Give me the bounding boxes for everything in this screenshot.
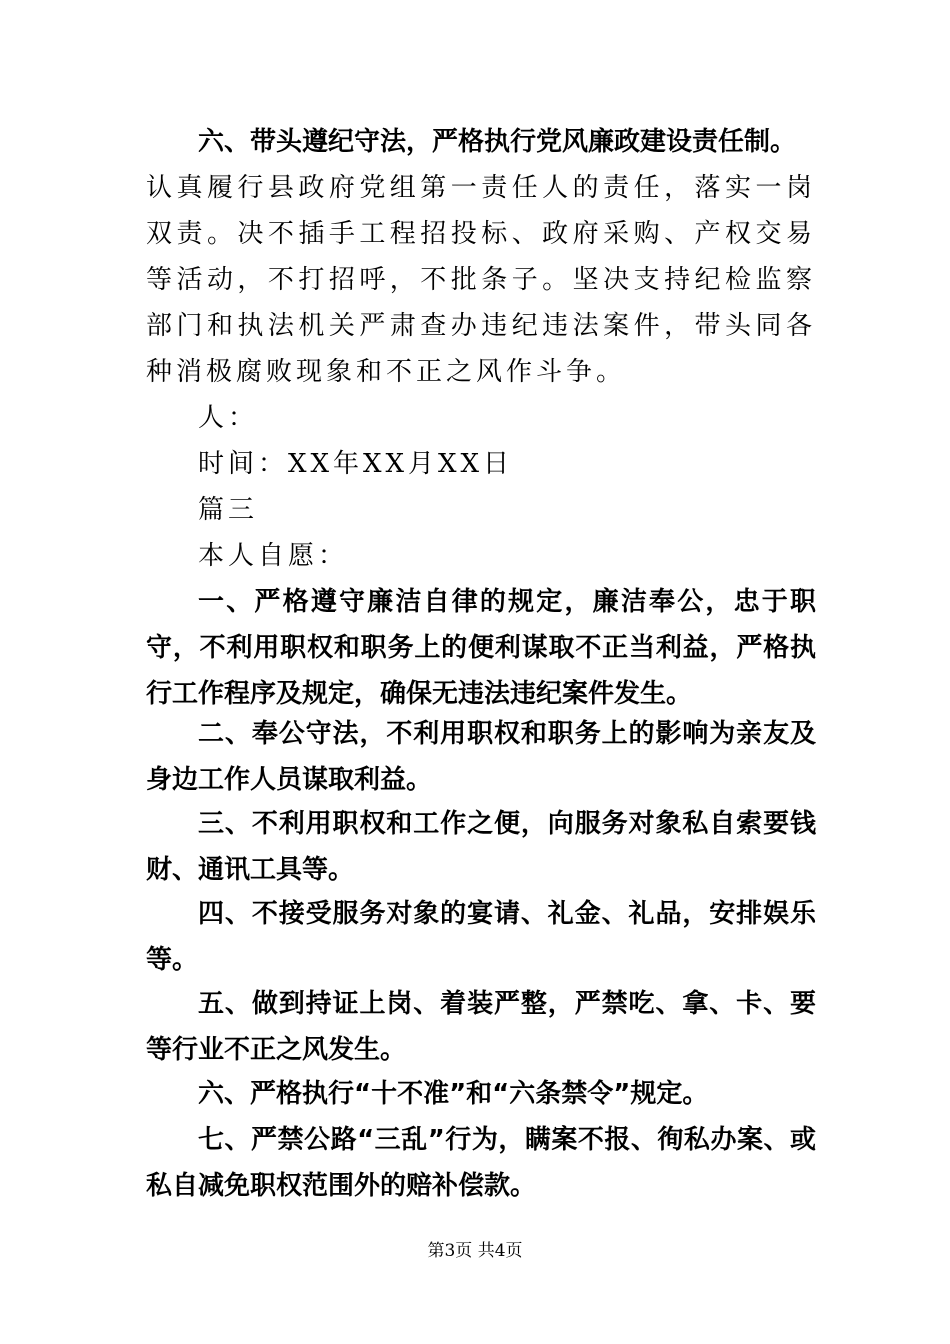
page-number-footer: 第3页 共4页 bbox=[427, 1241, 523, 1261]
paragraph-6-responsibility: 六、带头遵纪守法，严格执行党风廉政建设责任制。 bbox=[198, 127, 797, 157]
date-line: 时间：XX年XX月XX日 bbox=[198, 449, 514, 479]
signatory-label: 人： bbox=[198, 403, 259, 433]
paragraph-duty-details: 认真履行县政府党组第一责任人的责任，落实一岗双责。决不插手工程招投标、政府采购、产权交易等活动，不打招呼，不批条子。坚决支持纪检监察部门和执法机关严肃查办违纪违法案件，带头同各种消极腐败现象和不正之风作斗争。 bbox=[146, 173, 816, 387]
pledge-intro: 本人自愿： bbox=[198, 541, 349, 571]
section-heading: 篇三 bbox=[198, 495, 259, 525]
pledge-item-3: 三、不利用职权和工作之便，向服务对象私自索要钱财、通讯工具等。 bbox=[146, 809, 816, 885]
pledge-item-5: 五、做到持证上岗、着装严整，严禁吃、拿、卡、要等行业不正之风发生。 bbox=[146, 989, 816, 1065]
pledge-item-2: 二、奉公守法，不利用职权和职务上的影响为亲友及身边工作人员谋取利益。 bbox=[146, 719, 816, 795]
pledge-item-7: 七、严禁公路“三乱”行为，瞒案不报、徇私办案、或私自减免职权范围外的赔补偿款。 bbox=[146, 1125, 816, 1201]
pledge-item-6: 六、严格执行“十不准”和“六条禁令”规定。 bbox=[198, 1079, 709, 1109]
pledge-item-1: 一、严格遵守廉洁自律的规定，廉洁奉公，忠于职守，不利用职权和职务上的便利谋取不正当利益，严格执行工作程序及规定，确保无违法违纪案件发生。 bbox=[146, 587, 816, 709]
pledge-item-4: 四、不接受服务对象的宴请、礼金、礼品，安排娱乐等。 bbox=[146, 899, 816, 975]
